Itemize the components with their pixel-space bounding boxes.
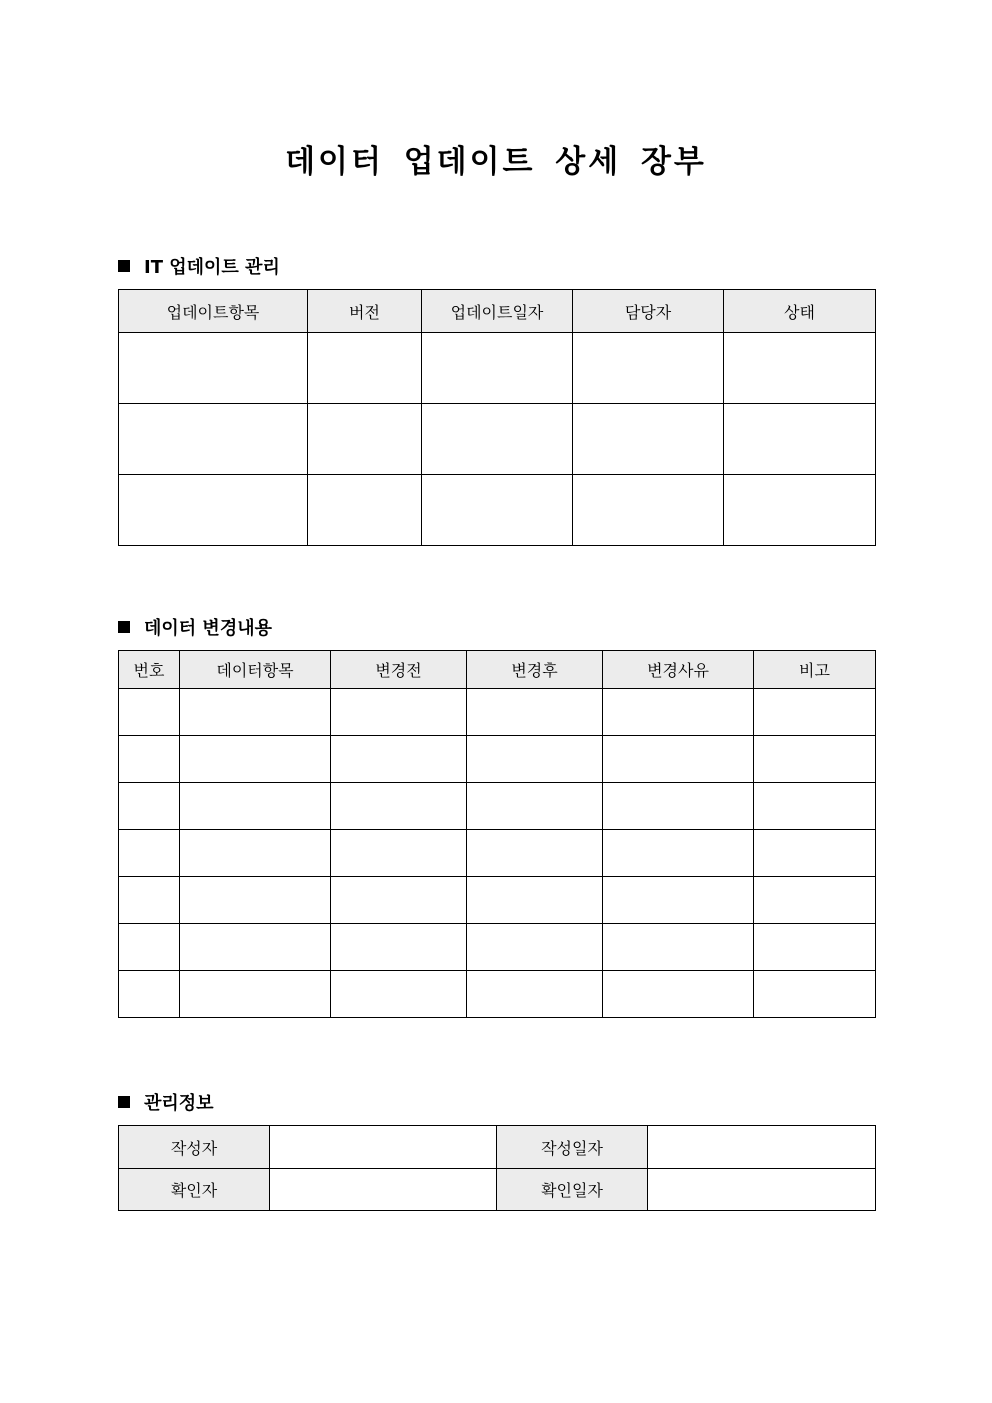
data-change-table [118, 650, 876, 1018]
table-row [119, 830, 876, 877]
square-bullet-icon [118, 621, 130, 633]
table-cell[interactable] [331, 689, 467, 736]
table-row [119, 475, 876, 546]
column-header: 데이터항목 [180, 651, 331, 689]
write-date-value-field[interactable] [648, 1126, 876, 1169]
table-row [119, 689, 876, 736]
table-cell[interactable] [331, 783, 467, 830]
table-header-row [119, 651, 876, 689]
table-header-row [119, 290, 876, 333]
column-header: 변경전 [331, 651, 467, 689]
table-cell[interactable] [573, 333, 724, 404]
table-cell[interactable] [603, 830, 754, 877]
table-cell[interactable] [422, 333, 573, 404]
table-row [119, 1126, 876, 1169]
table-cell[interactable] [331, 830, 467, 877]
column-header: 번호 [119, 651, 180, 689]
table-row [119, 971, 876, 1018]
table-cell[interactable] [603, 877, 754, 924]
section-heading-label: 관리정보 [144, 1093, 214, 1114]
table-cell[interactable] [467, 783, 603, 830]
checker-label: 확인자 [119, 1169, 270, 1211]
table-cell[interactable] [119, 877, 180, 924]
it-update-table [118, 289, 876, 546]
table-cell[interactable] [180, 924, 331, 971]
check-date-value-field[interactable] [648, 1169, 876, 1211]
table-cell[interactable] [754, 971, 876, 1018]
table-cell[interactable] [119, 689, 180, 736]
column-header: 업데이트일자 [422, 290, 573, 333]
table-cell[interactable] [603, 971, 754, 1018]
table-cell[interactable] [180, 689, 331, 736]
table-cell[interactable] [603, 689, 754, 736]
table-row [119, 924, 876, 971]
table-cell[interactable] [467, 924, 603, 971]
table-cell[interactable] [724, 475, 876, 546]
table-cell[interactable] [119, 924, 180, 971]
table-cell[interactable] [331, 924, 467, 971]
column-header: 비고 [754, 651, 876, 689]
check-date-label: 확인일자 [497, 1169, 648, 1211]
author-label: 작성자 [119, 1126, 270, 1169]
table-cell[interactable] [422, 404, 573, 475]
table-cell[interactable] [603, 736, 754, 783]
table-cell[interactable] [754, 736, 876, 783]
table-cell[interactable] [119, 736, 180, 783]
table-row [119, 404, 876, 475]
table-row [119, 333, 876, 404]
column-header: 변경후 [467, 651, 603, 689]
square-bullet-icon [118, 1096, 130, 1108]
table-cell[interactable] [119, 971, 180, 1018]
table-cell[interactable] [180, 736, 331, 783]
table-cell[interactable] [308, 333, 422, 404]
table-cell[interactable] [119, 830, 180, 877]
column-header: 변경사유 [603, 651, 754, 689]
column-header: 업데이트항목 [119, 290, 308, 333]
write-date-label: 작성일자 [497, 1126, 648, 1169]
table-cell[interactable] [754, 924, 876, 971]
table-cell[interactable] [180, 877, 331, 924]
column-header: 버전 [308, 290, 422, 333]
table-cell[interactable] [331, 877, 467, 924]
table-cell[interactable] [180, 830, 331, 877]
column-header: 상태 [724, 290, 876, 333]
column-header: 담당자 [573, 290, 724, 333]
table-cell[interactable] [119, 783, 180, 830]
table-cell[interactable] [754, 689, 876, 736]
section-heading-label: IT 업데이트 관리 [144, 257, 280, 278]
table-cell[interactable] [467, 736, 603, 783]
table-cell[interactable] [754, 877, 876, 924]
table-cell[interactable] [180, 971, 331, 1018]
management-table [118, 1125, 876, 1211]
table-cell[interactable] [467, 689, 603, 736]
table-cell[interactable] [180, 783, 331, 830]
table-row [119, 783, 876, 830]
table-cell[interactable] [754, 830, 876, 877]
table-cell[interactable] [603, 924, 754, 971]
table-cell[interactable] [331, 736, 467, 783]
table-cell[interactable] [119, 475, 308, 546]
square-bullet-icon [118, 260, 130, 272]
document-title: 데이터 업데이트 상세 장부 [285, 144, 707, 180]
author-value-field[interactable] [270, 1126, 497, 1169]
table-cell[interactable] [467, 830, 603, 877]
section-heading-label: 데이터 변경내용 [144, 618, 272, 639]
table-cell[interactable] [724, 333, 876, 404]
table-cell[interactable] [422, 475, 573, 546]
table-cell[interactable] [724, 404, 876, 475]
table-cell[interactable] [754, 783, 876, 830]
table-cell[interactable] [308, 404, 422, 475]
table-cell[interactable] [467, 971, 603, 1018]
table-row [119, 1169, 876, 1211]
table-cell[interactable] [119, 333, 308, 404]
table-cell[interactable] [573, 404, 724, 475]
table-cell[interactable] [573, 475, 724, 546]
checker-value-field[interactable] [270, 1169, 497, 1211]
table-cell[interactable] [603, 783, 754, 830]
table-cell[interactable] [119, 404, 308, 475]
table-cell[interactable] [308, 475, 422, 546]
table-cell[interactable] [467, 877, 603, 924]
section-heading-management [118, 1089, 214, 1115]
section-heading-it-update [118, 253, 280, 279]
table-cell[interactable] [331, 971, 467, 1018]
table-row [119, 877, 876, 924]
table-row [119, 736, 876, 783]
section-heading-data-change [118, 614, 272, 640]
